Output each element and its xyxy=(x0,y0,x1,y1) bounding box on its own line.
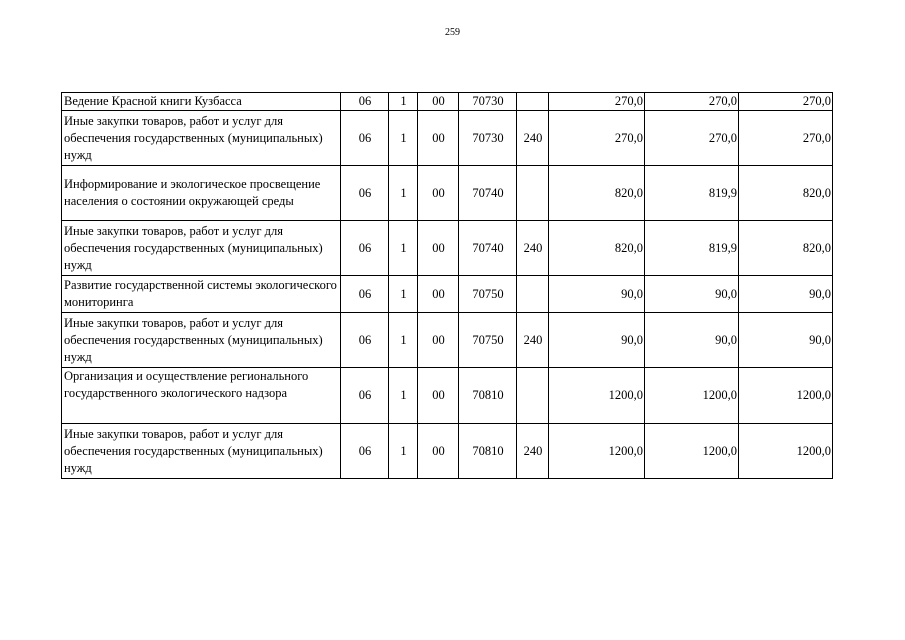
amount-year-1: 820,0 xyxy=(549,221,645,276)
amount-year-2: 1200,0 xyxy=(645,424,739,479)
subprogram-code: 00 xyxy=(418,111,459,166)
target-code: 70750 xyxy=(459,276,517,313)
target-code: 70740 xyxy=(459,221,517,276)
amount-year-3: 1200,0 xyxy=(739,368,833,424)
table-row xyxy=(62,93,833,111)
program-code: 1 xyxy=(389,221,418,276)
amount-year-3: 820,0 xyxy=(739,221,833,276)
expense-type-code: 240 xyxy=(517,424,549,479)
subprogram-code: 00 xyxy=(418,368,459,424)
row-name: Информирование и экологическое просвещение населения о состоянии окружающей среды xyxy=(62,166,341,221)
row-name: Иные закупки товаров, работ и услуг для обеспечения государственных (муниципальных) нужд xyxy=(62,424,341,479)
subprogram-code: 00 xyxy=(418,93,459,111)
amount-year-1: 270,0 xyxy=(549,93,645,111)
amount-year-3: 820,0 xyxy=(739,166,833,221)
table-row xyxy=(62,221,833,276)
amount-year-1: 1200,0 xyxy=(549,424,645,479)
section-code: 06 xyxy=(341,368,389,424)
target-code: 70740 xyxy=(459,166,517,221)
amount-year-2: 90,0 xyxy=(645,276,739,313)
subprogram-code: 00 xyxy=(418,313,459,368)
amount-year-2: 819,9 xyxy=(645,166,739,221)
subprogram-code: 00 xyxy=(418,221,459,276)
amount-year-3: 1200,0 xyxy=(739,424,833,479)
section-code: 06 xyxy=(341,313,389,368)
amount-year-3: 90,0 xyxy=(739,276,833,313)
section-code: 06 xyxy=(341,166,389,221)
expense-type-code xyxy=(517,368,549,424)
table-row xyxy=(62,166,833,221)
row-name: Иные закупки товаров, работ и услуг для обеспечения государственных (муниципальных) нужд xyxy=(62,313,341,368)
table-row xyxy=(62,424,833,479)
expense-type-code: 240 xyxy=(517,313,549,368)
amount-year-3: 270,0 xyxy=(739,111,833,166)
program-code: 1 xyxy=(389,93,418,111)
amount-year-1: 90,0 xyxy=(549,313,645,368)
amount-year-2: 270,0 xyxy=(645,111,739,166)
amount-year-3: 270,0 xyxy=(739,93,833,111)
target-code: 70730 xyxy=(459,93,517,111)
program-code: 1 xyxy=(389,276,418,313)
section-code: 06 xyxy=(341,424,389,479)
amount-year-1: 1200,0 xyxy=(549,368,645,424)
subprogram-code: 00 xyxy=(418,424,459,479)
section-code: 06 xyxy=(341,111,389,166)
amount-year-2: 90,0 xyxy=(645,313,739,368)
page-number: 259 xyxy=(445,27,460,38)
subprogram-code: 00 xyxy=(418,166,459,221)
row-name: Иные закупки товаров, работ и услуг для обеспечения государственных (муниципальных) нужд xyxy=(62,111,341,166)
section-code: 06 xyxy=(341,221,389,276)
row-name: Организация и осуществление регионального государственного экологического надзора xyxy=(62,368,341,424)
section-code: 06 xyxy=(341,276,389,313)
amount-year-1: 820,0 xyxy=(549,166,645,221)
program-code: 1 xyxy=(389,313,418,368)
table-row xyxy=(62,276,833,313)
amount-year-1: 270,0 xyxy=(549,111,645,166)
target-code: 70810 xyxy=(459,368,517,424)
section-code: 06 xyxy=(341,93,389,111)
program-code: 1 xyxy=(389,424,418,479)
amount-year-2: 270,0 xyxy=(645,93,739,111)
amount-year-2: 1200,0 xyxy=(645,368,739,424)
target-code: 70810 xyxy=(459,424,517,479)
table-row xyxy=(62,111,833,166)
program-code: 1 xyxy=(389,368,418,424)
table-row xyxy=(62,313,833,368)
target-code: 70750 xyxy=(459,313,517,368)
target-code: 70730 xyxy=(459,111,517,166)
expense-type-code xyxy=(517,93,549,111)
amount-year-1: 90,0 xyxy=(549,276,645,313)
amount-year-2: 819,9 xyxy=(645,221,739,276)
row-name: Развитие государственной системы экологического мониторинга xyxy=(62,276,341,313)
program-code: 1 xyxy=(389,111,418,166)
expense-type-code xyxy=(517,276,549,313)
amount-year-3: 90,0 xyxy=(739,313,833,368)
expense-type-code: 240 xyxy=(517,221,549,276)
row-name: Ведение Красной книги Кузбасса xyxy=(62,93,341,111)
table-row xyxy=(62,368,833,424)
program-code: 1 xyxy=(389,166,418,221)
row-name: Иные закупки товаров, работ и услуг для обеспечения государственных (муниципальных) нужд xyxy=(62,221,341,276)
expense-type-code xyxy=(517,166,549,221)
expense-type-code: 240 xyxy=(517,111,549,166)
budget-table xyxy=(61,92,833,479)
subprogram-code: 00 xyxy=(418,276,459,313)
